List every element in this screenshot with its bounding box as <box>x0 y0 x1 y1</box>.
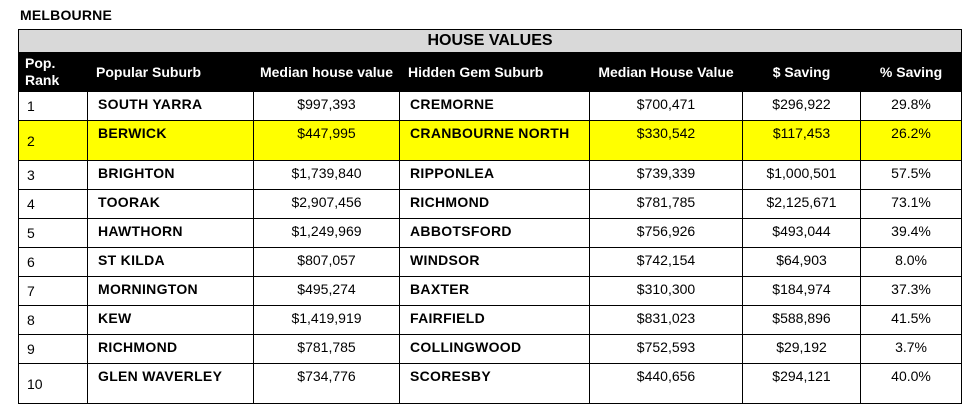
percent-saving-cell: 37.3% <box>861 277 962 306</box>
popular-median-value-cell: $2,907,456 <box>254 190 400 219</box>
table-row <box>19 306 962 335</box>
house-values-table <box>18 29 962 404</box>
gem-median-value-cell: $756,926 <box>590 219 743 248</box>
gem-median-value-cell: $330,542 <box>590 121 743 161</box>
popular-median-value-cell: $1,739,840 <box>254 161 400 190</box>
dollar-saving-cell: $588,896 <box>743 306 861 335</box>
percent-saving-cell: 40.0% <box>861 364 962 404</box>
city-heading: MELBOURNE <box>20 7 113 23</box>
hidden-gem-suburb-cell: CRANBOURNE NORTH <box>400 121 590 161</box>
table-title: HOUSE VALUES <box>19 30 962 53</box>
header-dollar-saving: $ Saving <box>743 53 861 92</box>
rank-cell: 4 <box>19 190 88 219</box>
gem-median-value-cell: $739,339 <box>590 161 743 190</box>
rank-cell: 5 <box>19 219 88 248</box>
popular-median-value-cell: $495,274 <box>254 277 400 306</box>
table-row <box>19 219 962 248</box>
dollar-saving-cell: $296,922 <box>743 92 861 121</box>
gem-median-value-cell: $781,785 <box>590 190 743 219</box>
hidden-gem-suburb-cell: FAIRFIELD <box>400 306 590 335</box>
rank-cell: 6 <box>19 248 88 277</box>
popular-suburb-cell: RICHMOND <box>88 335 254 364</box>
dollar-saving-cell: $2,125,671 <box>743 190 861 219</box>
popular-median-value-cell: $807,057 <box>254 248 400 277</box>
popular-median-value-cell: $781,785 <box>254 335 400 364</box>
percent-saving-cell: 3.7% <box>861 335 962 364</box>
hidden-gem-suburb-cell: BAXTER <box>400 277 590 306</box>
rank-cell: 3 <box>19 161 88 190</box>
popular-suburb-cell: MORNINGTON <box>88 277 254 306</box>
popular-median-value-cell: $1,249,969 <box>254 219 400 248</box>
popular-median-value-cell: $734,776 <box>254 364 400 404</box>
hidden-gem-suburb-cell: WINDSOR <box>400 248 590 277</box>
popular-suburb-cell: TOORAK <box>88 190 254 219</box>
dollar-saving-cell: $1,000,501 <box>743 161 861 190</box>
header-hidden-gem-suburb: Hidden Gem Suburb <box>400 53 590 92</box>
table-row <box>19 364 962 404</box>
hidden-gem-suburb-cell: ABBOTSFORD <box>400 219 590 248</box>
gem-median-value-cell: $752,593 <box>590 335 743 364</box>
dollar-saving-cell: $493,044 <box>743 219 861 248</box>
popular-suburb-cell: SOUTH YARRA <box>88 92 254 121</box>
popular-suburb-cell: HAWTHORN <box>88 219 254 248</box>
popular-suburb-cell: ST KILDA <box>88 248 254 277</box>
popular-suburb-cell: KEW <box>88 306 254 335</box>
table-row <box>19 92 962 121</box>
popular-suburb-cell: GLEN WAVERLEY <box>88 364 254 404</box>
percent-saving-cell: 73.1% <box>861 190 962 219</box>
percent-saving-cell: 29.8% <box>861 92 962 121</box>
hidden-gem-suburb-cell: RIPPONLEA <box>400 161 590 190</box>
hidden-gem-suburb-cell: COLLINGWOOD <box>400 335 590 364</box>
gem-median-value-cell: $310,300 <box>590 277 743 306</box>
rank-cell: 7 <box>19 277 88 306</box>
popular-suburb-cell: BERWICK <box>88 121 254 161</box>
hidden-gem-suburb-cell: RICHMOND <box>400 190 590 219</box>
dollar-saving-cell: $184,974 <box>743 277 861 306</box>
percent-saving-cell: 8.0% <box>861 248 962 277</box>
gem-median-value-cell: $440,656 <box>590 364 743 404</box>
popular-median-value-cell: $1,419,919 <box>254 306 400 335</box>
gem-median-value-cell: $831,023 <box>590 306 743 335</box>
dollar-saving-cell: $64,903 <box>743 248 861 277</box>
popular-median-value-cell: $447,995 <box>254 121 400 161</box>
rank-cell: 8 <box>19 306 88 335</box>
header-median-house-value: Median house value <box>254 53 400 92</box>
popular-suburb-cell: BRIGHTON <box>88 161 254 190</box>
popular-median-value-cell: $997,393 <box>254 92 400 121</box>
hidden-gem-suburb-cell: CREMORNE <box>400 92 590 121</box>
header-gem-median-house-value: Median House Value <box>590 53 743 92</box>
dollar-saving-cell: $294,121 <box>743 364 861 404</box>
header-pop-rank: Pop. Rank <box>19 53 88 92</box>
table-row <box>19 277 962 306</box>
dollar-saving-cell: $117,453 <box>743 121 861 161</box>
percent-saving-cell: 57.5% <box>861 161 962 190</box>
percent-saving-cell: 26.2% <box>861 121 962 161</box>
percent-saving-cell: 39.4% <box>861 219 962 248</box>
table-row <box>19 190 962 219</box>
table-row <box>19 121 962 161</box>
gem-median-value-cell: $700,471 <box>590 92 743 121</box>
table-row <box>19 161 962 190</box>
table-row <box>19 335 962 364</box>
hidden-gem-suburb-cell: SCORESBY <box>400 364 590 404</box>
dollar-saving-cell: $29,192 <box>743 335 861 364</box>
header-percent-saving: % Saving <box>861 53 962 92</box>
rank-cell: 9 <box>19 335 88 364</box>
gem-median-value-cell: $742,154 <box>590 248 743 277</box>
header-popular-suburb: Popular Suburb <box>88 53 254 92</box>
rank-cell: 2 <box>19 121 88 161</box>
rank-cell: 10 <box>19 364 88 404</box>
rank-cell: 1 <box>19 92 88 121</box>
table-row <box>19 248 962 277</box>
percent-saving-cell: 41.5% <box>861 306 962 335</box>
